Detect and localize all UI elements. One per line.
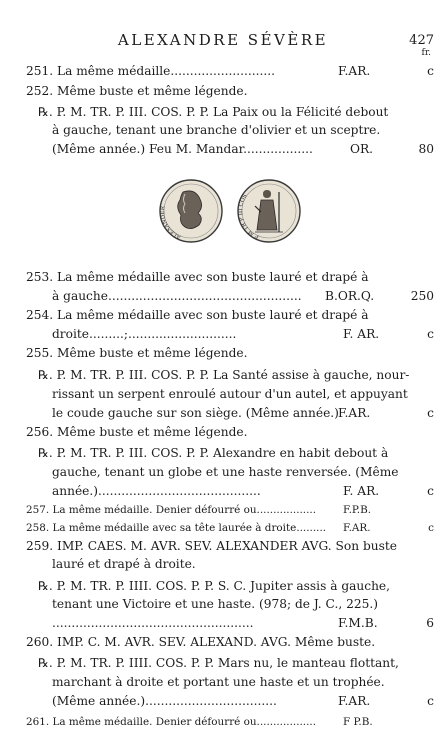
page-number: 427 — [409, 33, 434, 48]
entry-text: année.).......................................... — [52, 484, 261, 498]
catalogue-line — [0, 595, 446, 613]
metal-grade: F.M.B. — [338, 616, 378, 630]
entry-text: (Même année.) Feu M. Mandar.................. — [52, 142, 313, 156]
page-title: ALEXANDRE SÉVÈRE — [117, 31, 329, 49]
entry-text: à gauche.................................................. — [52, 289, 302, 303]
catalogue-line — [0, 692, 446, 710]
entry-text: ℞. P. M. TR. P. III. COS. P. P. Alexandre en habit debout à — [38, 446, 389, 460]
price-value: c — [427, 327, 434, 341]
entry-text: le coude gauche sur son siège. (Même année.) — [52, 406, 339, 420]
coin-illustration — [155, 176, 305, 246]
catalogue-line — [0, 287, 446, 305]
entry-text: 257. La même médaille. Denier défourré ou.................. — [26, 504, 317, 516]
catalogue-line — [0, 654, 446, 672]
metal-grade: F.AR. — [338, 406, 371, 420]
price-value: c — [427, 694, 434, 708]
price-value: c — [427, 484, 434, 498]
catalogue-line — [0, 366, 446, 384]
metal-grade: OR. — [350, 142, 374, 156]
entry-text: 251. La même médaille........................... — [26, 64, 275, 78]
catalogue-line — [0, 306, 446, 324]
catalogue-line — [0, 482, 446, 500]
metal-grade: F. AR. — [343, 484, 380, 498]
entry-text: 254. La même médaille avec son buste lauré et drapé à — [26, 308, 369, 322]
entry-text: ℞. P. M. TR. P. IIII. COS. P. P. S. C. Jupiter assis à gauche, — [38, 579, 391, 593]
catalogue-line — [0, 444, 446, 462]
entry-text: .................................................... — [52, 616, 254, 630]
metal-grade: B.OR.Q. — [325, 289, 375, 303]
catalogue-line — [0, 82, 446, 100]
entry-text: marchant à droite et portant une haste et un trophée. — [52, 675, 385, 689]
price-value: 250 — [410, 289, 434, 303]
catalogue-line — [0, 463, 446, 481]
entry-text: droite.........;............................ — [52, 327, 237, 341]
metal-grade: F P.B. — [343, 716, 373, 728]
catalogue-line — [0, 404, 446, 422]
metal-grade: F.P.B. — [343, 504, 372, 516]
metal-grade: F.AR. — [338, 64, 371, 78]
entry-text: ℞. P. M. TR. P. III. COS. P. P. La Paix ou la Félicité debout — [38, 105, 389, 119]
entry-text: lauré et drapé à droite. — [52, 557, 196, 571]
catalogue-line — [0, 537, 446, 555]
entry-text: à gauche, tenant une branche d'olivier et un sceptre. — [52, 123, 381, 137]
catalogue-line — [0, 501, 446, 519]
catalogue-line — [0, 121, 446, 139]
price-value: 80 — [418, 142, 434, 156]
entry-text: 252. Même buste et même légende. — [26, 84, 248, 98]
catalogue-line — [0, 385, 446, 403]
entry-text: ℞. P. M. TR. P. III. COS. P. P. La Santé assise à gauche, nour- — [38, 368, 410, 382]
catalogue-line — [0, 614, 446, 632]
metal-grade: F.AR. — [338, 694, 371, 708]
catalogue-line — [0, 103, 446, 121]
entry-text: rissant un serpent enroulé autour d'un autel, et appuyant — [52, 387, 408, 401]
price-value: c — [427, 406, 434, 420]
entry-text: 259. IMP. CAES. M. AVR. SEV. ALEXANDER AVG. Son buste — [26, 539, 397, 553]
entry-text: (Même année.).................................. — [52, 694, 277, 708]
price-value: c — [428, 522, 434, 534]
metal-grade: F.AR. — [343, 522, 371, 534]
entry-text: ℞. P. M. TR. P. IIII. COS. P. P. Mars nu, le manteau flottant, — [38, 656, 399, 670]
catalogue-line — [0, 577, 446, 595]
catalogue-line — [0, 62, 446, 80]
coin-reverse-image — [238, 180, 300, 242]
catalogue-line — [0, 555, 446, 573]
catalogue-line — [0, 268, 446, 286]
coin-obverse-legend: ALEXANDER — [159, 205, 182, 240]
catalogue-line — [0, 633, 446, 651]
price-value: c — [427, 64, 434, 78]
catalogue-line — [0, 325, 446, 343]
metal-grade: F. AR. — [343, 327, 380, 341]
entry-text: gauche, tenant un globe et une haste renversée. (Même — [52, 465, 399, 479]
entry-text: 256. Même buste et même légende. — [26, 425, 248, 439]
catalogue-line — [0, 713, 446, 731]
entry-text: 258. La même médaille avec sa tête laurée à droite......... — [26, 522, 327, 534]
entry-text: 253. La même médaille avec son buste lauré et drapé à — [26, 270, 369, 284]
catalogue-line — [0, 519, 446, 537]
price-value: 6 — [426, 616, 434, 630]
entry-text: 255. Même buste et même légende. — [26, 346, 248, 360]
entry-text: 260. IMP. C. M. AVR. SEV. ALEXAND. AVG. Même buste. — [26, 635, 376, 649]
entry-text: 261. La même médaille. Denier défourré ou.................. — [26, 716, 317, 728]
entry-text: tenant une Victoire et une haste. (978; de J. C., 225.) — [52, 597, 378, 611]
catalogue-line — [0, 140, 446, 158]
catalogue-line — [0, 673, 446, 691]
price-unit-label: fr. — [421, 48, 431, 58]
coin-reverse-legend: P M TR P III COS — [238, 193, 260, 240]
catalogue-line — [0, 344, 446, 362]
catalogue-line — [0, 423, 446, 441]
